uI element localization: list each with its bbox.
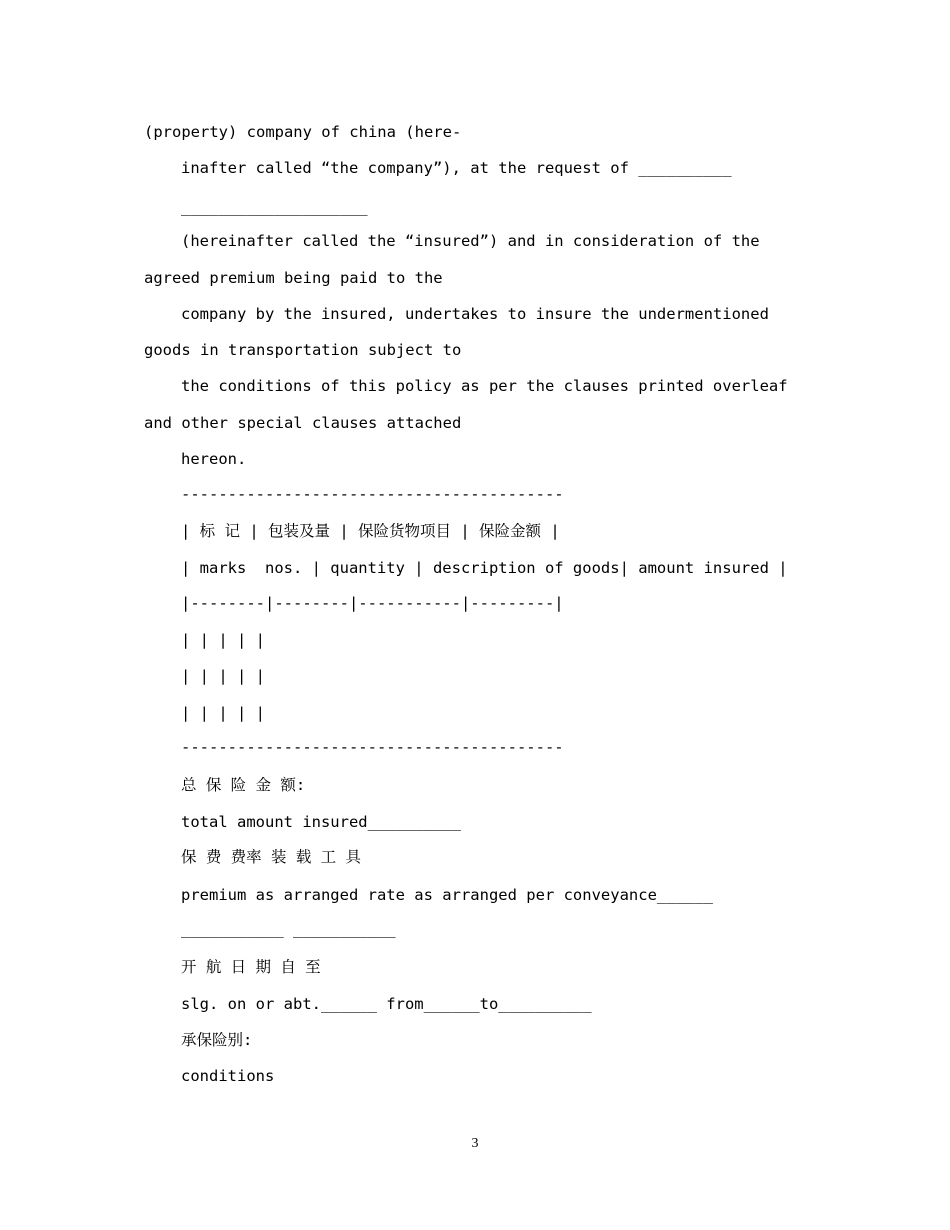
policy-text-line: (hereinafter called the “insured”) and in consideration of the (181, 232, 760, 250)
table-row: | | | | | (181, 667, 265, 685)
conveyance-blank: ___________ ___________ (181, 920, 396, 938)
premium-field: premium as arranged rate as arranged per conveyance______ (181, 886, 713, 904)
table-row: | | | | | (181, 704, 265, 722)
table-header-chinese: | 标 记 | 包装及量 | 保险货物项目 | 保险金额 | (181, 522, 560, 540)
page-number: 3 (471, 1136, 479, 1151)
policy-text-line: company by the insured, undertakes to insure the undermentioned (181, 305, 769, 323)
policy-text-line: goods in transportation subject to (144, 341, 462, 359)
table-row: | | | | | (181, 631, 265, 649)
policy-text-line: hereon. (181, 450, 247, 468)
sailing-date-field: slg. on or abt.______ from______to__________ (181, 995, 592, 1013)
sailing-label-cn: 开 航 日 期 自 至 (181, 958, 321, 976)
policy-text-line: the conditions of this policy as per the clauses printed overleaf (181, 377, 788, 395)
conditions-label: conditions (181, 1067, 275, 1085)
premium-label-cn: 保 费 费率 装 载 工 具 (181, 848, 361, 866)
total-amount-field: total amount insured__________ (181, 813, 461, 831)
insured-name-blank: ____________________ (181, 198, 368, 216)
table-top-border: ----------------------------------------- (181, 485, 564, 503)
table-header-english: | marks nos. | quantity | description of goods| amount insured | (181, 559, 788, 577)
total-amount-label-cn: 总 保 险 金 额: (181, 776, 306, 794)
policy-text-line: (property) company of china (here- (144, 123, 462, 141)
policy-text-line: inafter called “the company”), at the request of __________ (181, 159, 732, 177)
policy-text-line: agreed premium being paid to the (144, 269, 443, 287)
table-bottom-border: ----------------------------------------- (181, 738, 564, 756)
table-header-separator: |--------|--------|-----------|---------| (181, 594, 564, 612)
policy-text-line: and other special clauses attached (144, 414, 462, 432)
conditions-label-cn: 承保险别: (181, 1031, 253, 1049)
